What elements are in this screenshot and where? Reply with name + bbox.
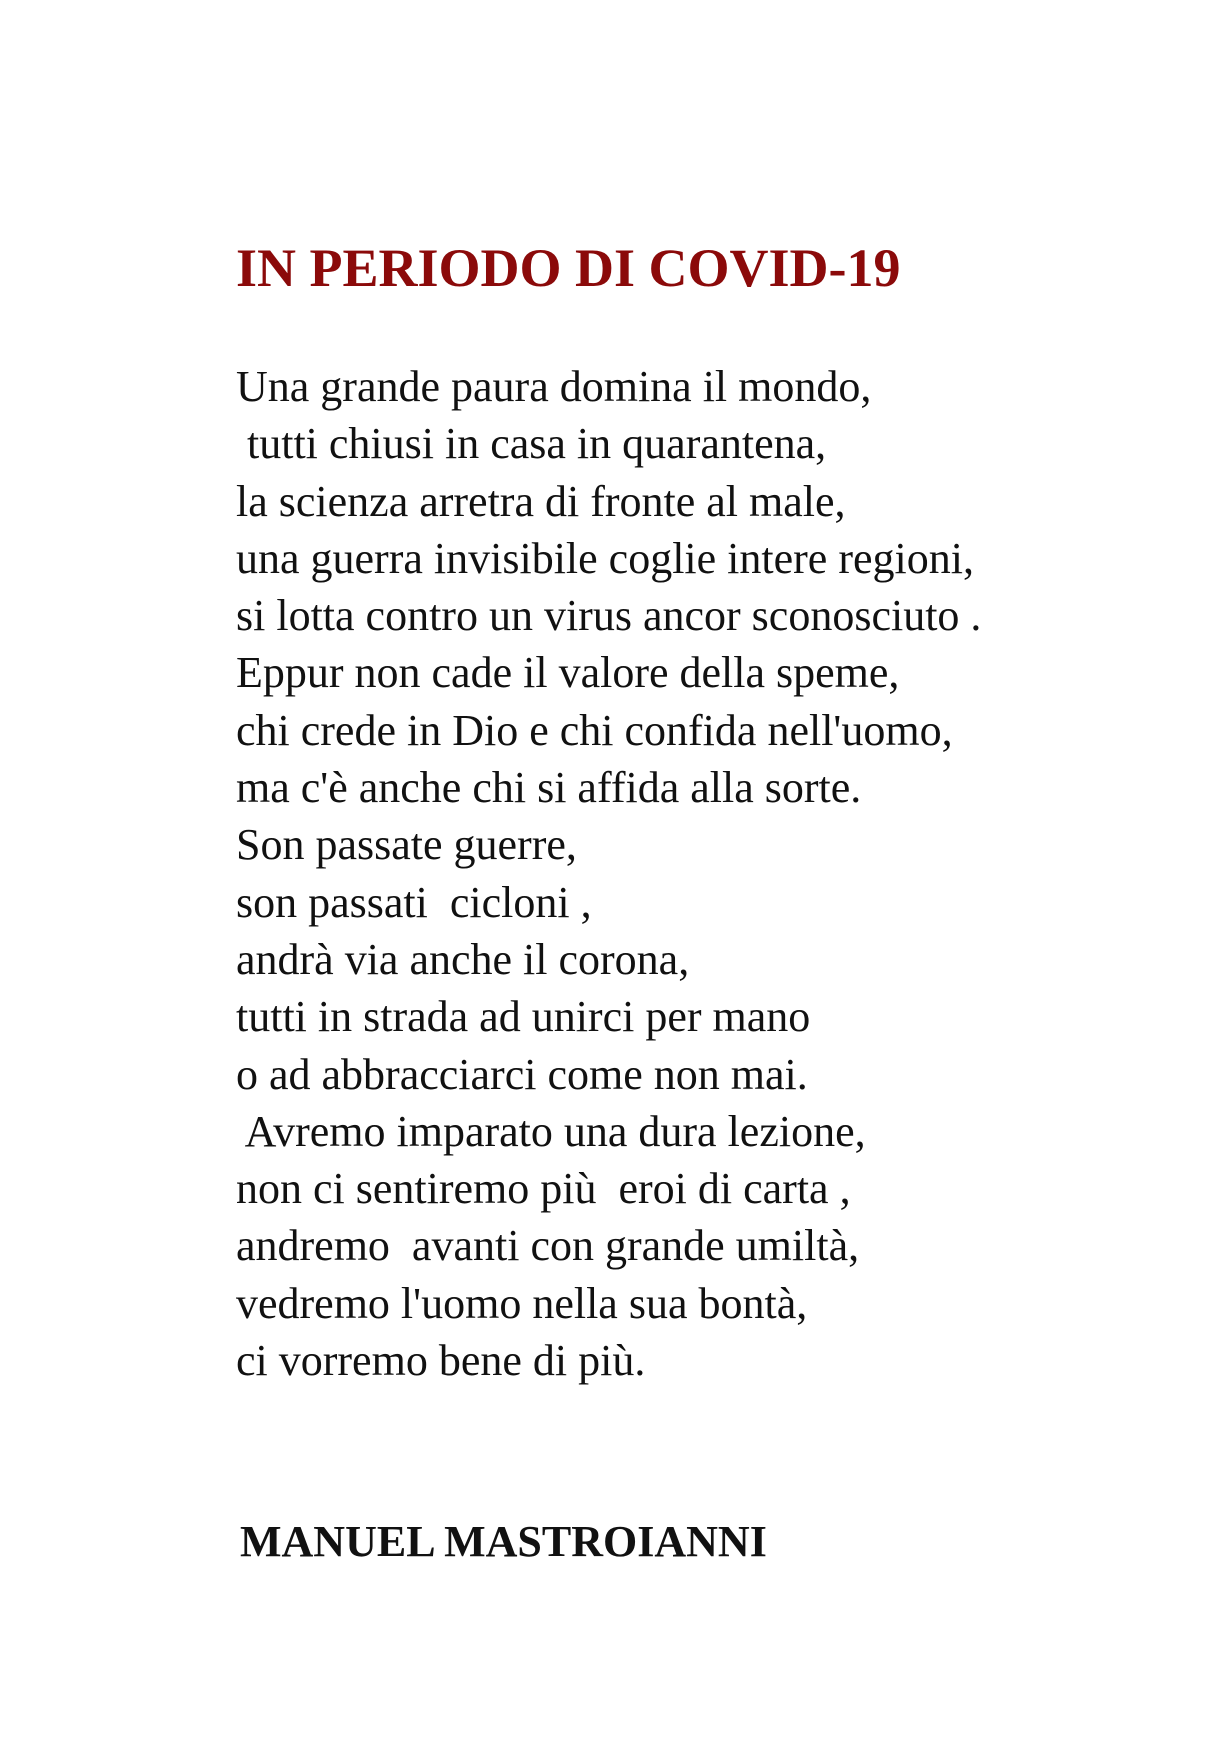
poem-line: son passati cicloni , bbox=[236, 877, 592, 927]
poem-line: una guerra invisibile coglie intere regioni, bbox=[236, 533, 974, 583]
poem-line: Una grande paura domina il mondo, bbox=[236, 362, 872, 411]
poem-line: tutti chiusi in casa in quarantena, bbox=[236, 419, 827, 469]
poem-body bbox=[236, 358, 981, 1389]
poem-line: la scienza arretra di fronte al male, bbox=[236, 476, 846, 526]
poem-line: Eppur non cade il valore della speme, bbox=[236, 648, 900, 698]
poem-line: andrà via anche il corona, bbox=[236, 934, 690, 984]
poem-line: o ad abbracciarci come non mai. bbox=[236, 1049, 808, 1099]
author-name: MANUEL MASTROIANNI bbox=[240, 1517, 767, 1566]
poem-line: si lotta contro un virus ancor sconosciuto . bbox=[236, 591, 982, 641]
poem-line: ma c'è anche chi si affida alla sorte. bbox=[236, 763, 862, 813]
poem-line: ci vorremo bene di più. bbox=[236, 1336, 646, 1386]
poem-line: Avremo imparato una dura lezione, bbox=[236, 1106, 866, 1156]
poem-line: non ci sentiremo più eroi di carta , bbox=[236, 1164, 851, 1214]
poem-line: andremo avanti con grande umiltà, bbox=[236, 1221, 860, 1271]
poem-title: IN PERIODO DI COVID-19 bbox=[236, 238, 901, 298]
poem-line: Son passate guerre, bbox=[236, 820, 577, 870]
poem-line: tutti in strada ad unirci per mano bbox=[236, 992, 811, 1042]
poem-line: vedremo l'uomo nella sua bontà, bbox=[236, 1278, 808, 1328]
poem-line: chi crede in Dio e chi confida nell'uomo, bbox=[236, 705, 953, 755]
